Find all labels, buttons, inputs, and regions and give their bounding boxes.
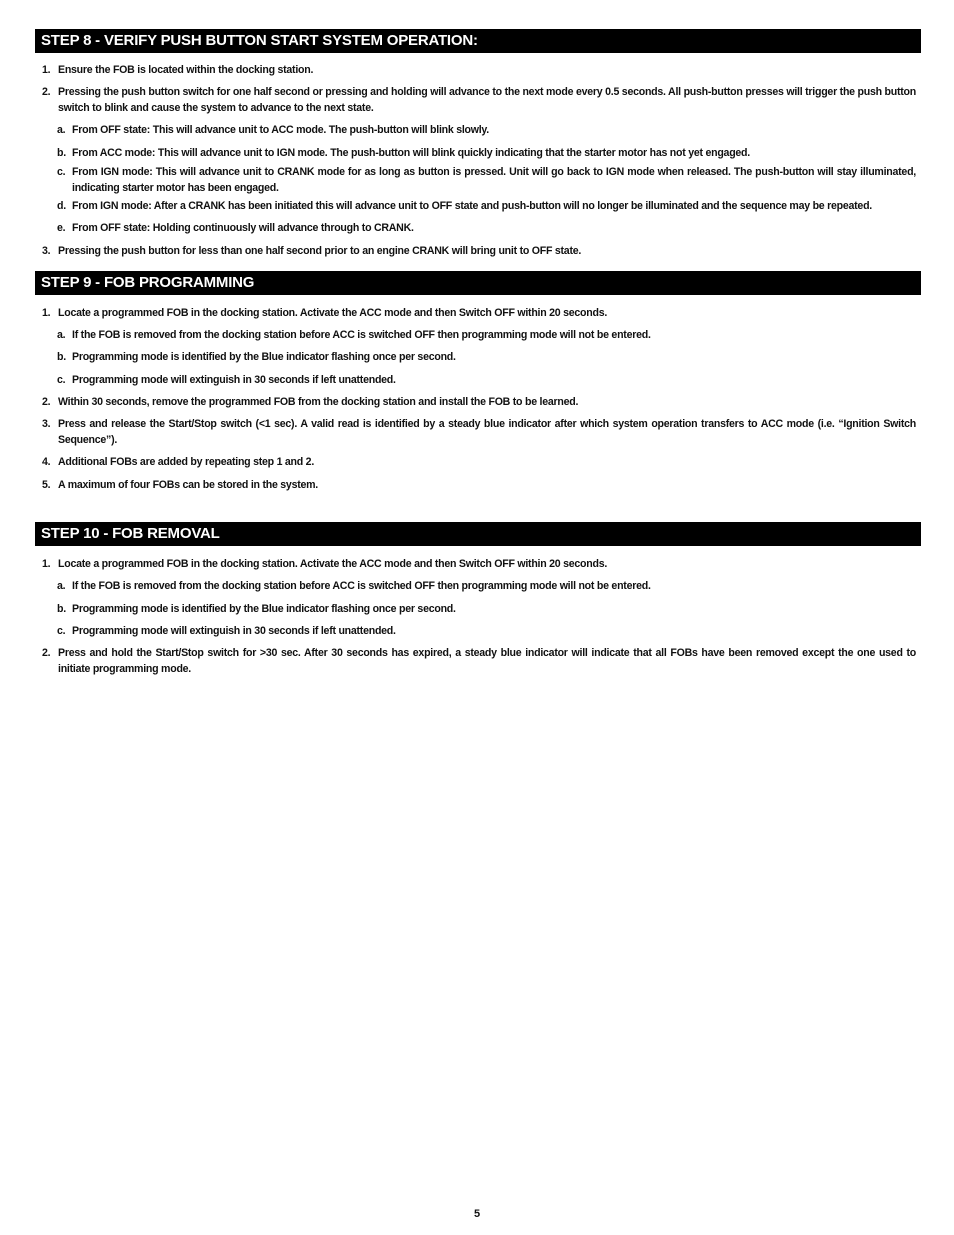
list-letter: b.	[57, 147, 66, 159]
list-text: Programming mode will extinguish in 30 seconds if left unattended.	[72, 625, 396, 637]
list-item	[42, 85, 916, 116]
step9-heading: STEP 9 - FOB PROGRAMMING	[35, 271, 921, 295]
list-text: Locate a programmed FOB in the docking station. Activate the ACC mode and then Switch OFF within 20 seconds.	[58, 307, 608, 319]
list-subitem	[57, 221, 916, 237]
list-number: 3.	[42, 418, 51, 430]
list-text: Locate a programmed FOB in the docking station. Activate the ACC mode and then Switch OFF within 20 seconds.	[58, 558, 608, 570]
list-item	[42, 478, 916, 494]
list-item	[42, 646, 916, 677]
list-text: From ACC mode: This will advance unit to IGN mode. The push-button will blink quickly indicating that the starter motor has not yet engaged.	[72, 147, 750, 159]
list-text: If the FOB is removed from the docking station before ACC is switched OFF then programming mode will not be entered.	[72, 580, 651, 592]
list-number: 1.	[42, 64, 51, 76]
list-letter: a.	[57, 580, 66, 592]
list-number: 4.	[42, 456, 51, 468]
step8-heading: STEP 8 - VERIFY PUSH BUTTON START SYSTEM OPERATION:	[35, 29, 921, 53]
list-text: If the FOB is removed from the docking station before ACC is switched OFF then programming mode will not be entered.	[72, 329, 651, 341]
list-subitem	[57, 146, 916, 162]
step10-heading: STEP 10 - FOB REMOVAL	[35, 522, 921, 546]
list-item	[42, 455, 916, 471]
list-text: Pressing the push button for less than one half second prior to an engine CRANK will bring unit to OFF state.	[58, 245, 582, 257]
list-text: Programming mode is identified by the Blue indicator flashing once per second.	[72, 603, 456, 615]
list-number: 2.	[42, 647, 51, 659]
list-text: From IGN mode: This will advance unit to CRANK mode for as long as button is pressed. Unit will go back to IGN mode when released. The push-button will stay illuminated, indicating starter motor has been engaged.	[72, 166, 916, 194]
list-letter: e.	[57, 222, 66, 234]
list-item	[42, 63, 916, 79]
list-text: Programming mode is identified by the Blue indicator flashing once per second.	[72, 351, 456, 363]
list-text: From OFF state: This will advance unit to ACC mode. The push-button will blink slowly.	[72, 124, 489, 136]
list-item	[42, 395, 916, 411]
list-item	[42, 306, 916, 322]
list-subitem	[57, 624, 916, 640]
list-text: Press and hold the Start/Stop switch for >30 sec. After 30 seconds has expired, a steady blue indicator will indicate that all FOBs have been removed except the one used to initiate programming mode.	[58, 647, 916, 675]
list-text: Within 30 seconds, remove the programmed FOB from the docking station and install the FOB to be learned.	[58, 396, 579, 408]
list-text: A maximum of four FOBs can be stored in the system.	[58, 479, 318, 491]
list-number: 2.	[42, 86, 51, 98]
list-letter: a.	[57, 124, 66, 136]
list-subitem	[57, 328, 916, 344]
list-text: Pressing the push button switch for one half second or pressing and holding will advance to the next mode every 0.5 seconds. All push-button presses will trigger the push button switch to blink and cause the system to advance to the next state.	[58, 86, 916, 114]
list-item	[42, 244, 916, 260]
list-text: From IGN mode: After a CRANK has been initiated this will advance unit to OFF state and push-button will no longer be illuminated and the sequence may be repeated.	[72, 200, 872, 212]
list-letter: b.	[57, 351, 66, 363]
list-letter: c.	[57, 166, 66, 178]
list-text: Additional FOBs are added by repeating step 1 and 2.	[58, 456, 315, 468]
list-text: Ensure the FOB is located within the docking station.	[58, 64, 314, 76]
list-letter: b.	[57, 603, 66, 615]
list-subitem	[57, 602, 916, 618]
list-subitem	[57, 123, 916, 139]
list-subitem	[57, 165, 916, 196]
list-subitem	[57, 579, 916, 595]
list-number: 5.	[42, 479, 51, 491]
list-item	[42, 417, 916, 448]
list-letter: a.	[57, 329, 66, 341]
list-text: Programming mode will extinguish in 30 seconds if left unattended.	[72, 374, 396, 386]
list-subitem	[57, 199, 916, 215]
list-letter: c.	[57, 625, 66, 637]
list-subitem	[57, 373, 916, 389]
list-letter: c.	[57, 374, 66, 386]
list-number: 3.	[42, 245, 51, 257]
list-letter: d.	[57, 200, 66, 212]
list-subitem	[57, 350, 916, 366]
list-text: Press and release the Start/Stop switch (<1 sec). A valid read is identified by a steady blue indicator after which system operation transfers to ACC mode (i.e. “Ignition Switch Sequence”).	[58, 418, 916, 446]
list-number: 1.	[42, 307, 51, 319]
page-number: 5	[473, 1208, 481, 1220]
list-text: From OFF state: Holding continuously will advance through to CRANK.	[72, 222, 414, 234]
list-item	[42, 557, 916, 573]
list-number: 2.	[42, 396, 51, 408]
list-number: 1.	[42, 558, 51, 570]
